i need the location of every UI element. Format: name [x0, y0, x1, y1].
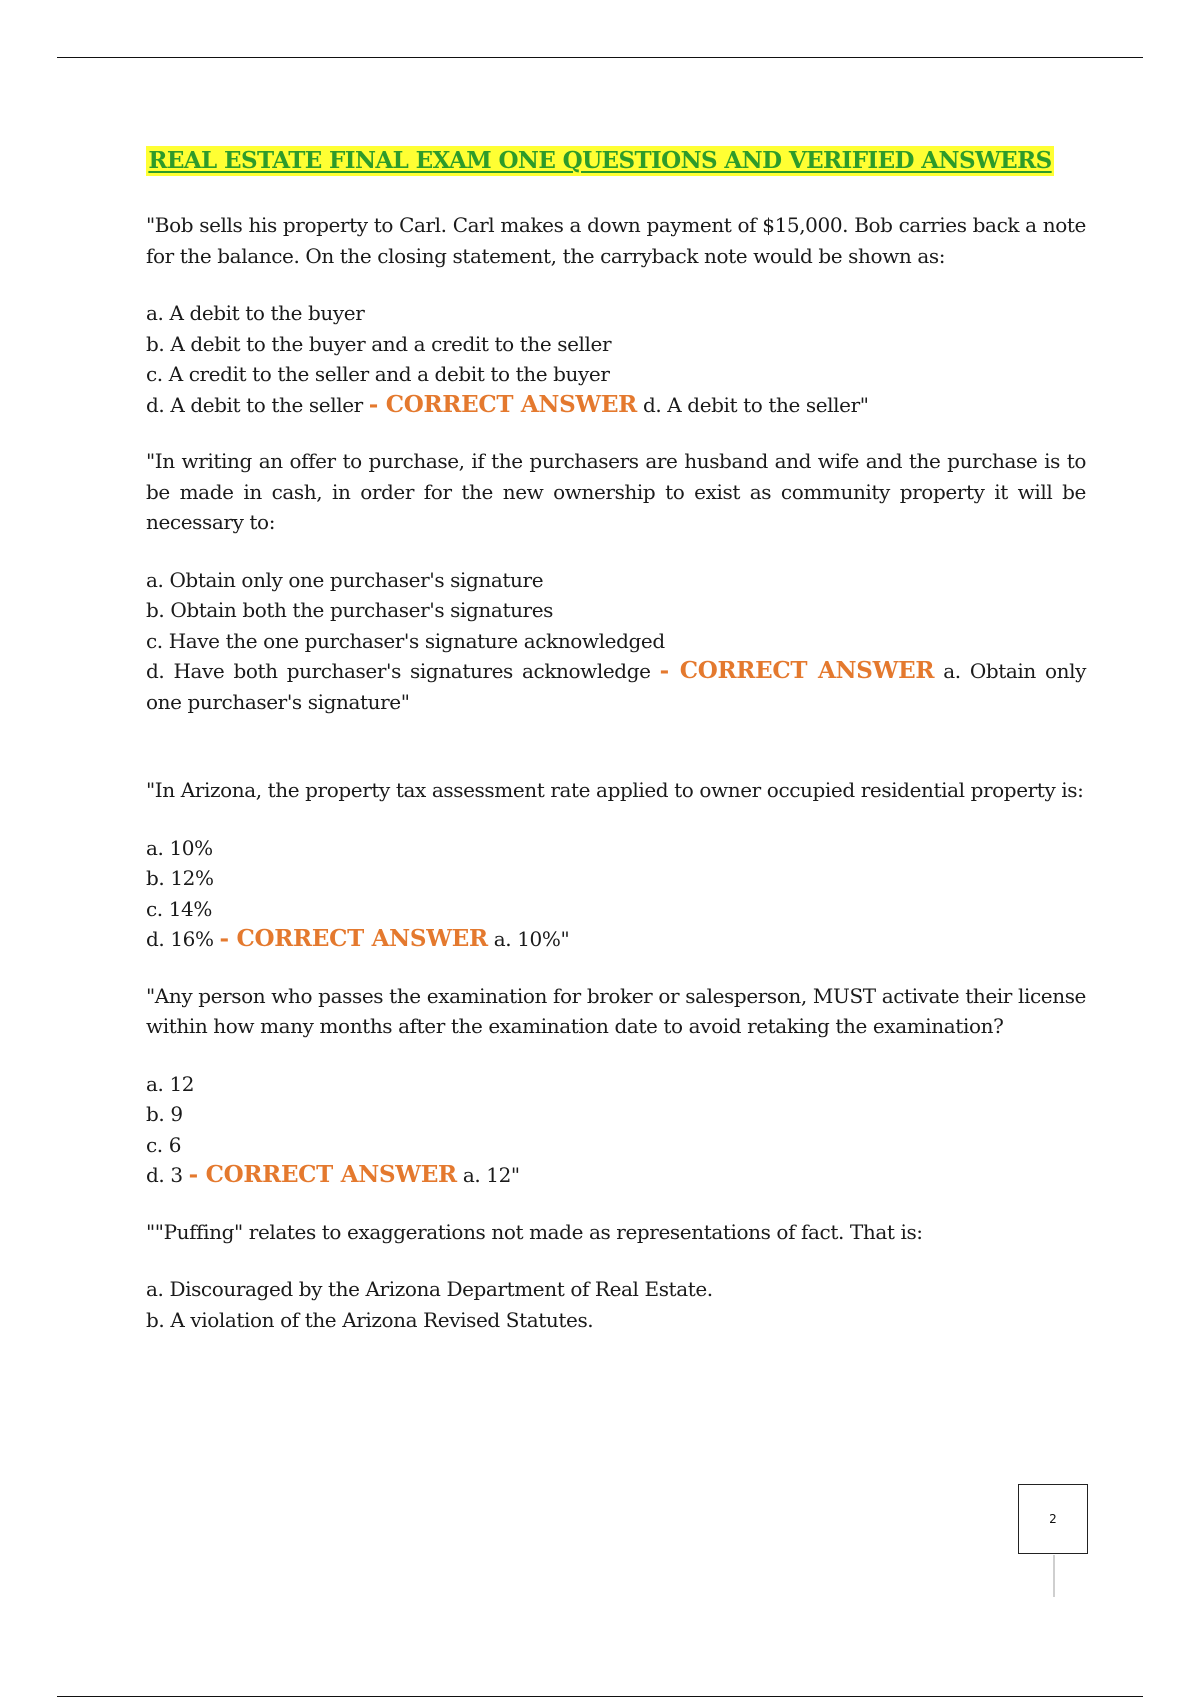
options-list	[146, 298, 1086, 420]
page-number-box	[1018, 1484, 1088, 1554]
question-text: ""Puffing" relates to exaggerations not made as representations of fact. That is:	[146, 1219, 923, 1244]
options-list	[146, 1069, 1086, 1191]
option-b: b. A violation of the Arizona Revised Statutes.	[146, 1307, 594, 1332]
options-list	[146, 565, 1086, 718]
correct-answer-label: - CORRECT ANSWER	[368, 390, 638, 418]
option-d: d. A debit to the seller	[146, 392, 363, 417]
option-d-with-answer	[146, 656, 1086, 717]
option-a: a. A debit to the buyer	[146, 301, 365, 325]
option-d-with-answer	[146, 1160, 1086, 1191]
question-block	[146, 981, 1086, 1191]
page-bottom-rule	[57, 1696, 1143, 1697]
answer-text: a. 12"	[462, 1163, 520, 1187]
option-a: a. 12	[146, 1071, 195, 1096]
option-d-with-answer	[146, 924, 1086, 955]
answer-text: d. A debit to the seller"	[642, 392, 869, 417]
correct-answer-label: - CORRECT ANSWER	[219, 925, 488, 952]
correct-answer-label: - CORRECT ANSWER	[188, 1161, 457, 1188]
question-text: "Bob sells his property to Carl. Carl makes a down payment of $15,000. Bob carries back a note for the balance. On the closing statement, the carryback note would be shown as:	[146, 213, 1086, 268]
question-block	[146, 1217, 1086, 1336]
option-c: c. A credit to the seller and a debit to the buyer	[146, 362, 610, 386]
option-b: b. 12%	[146, 866, 214, 890]
option-c: c. Have the one purchaser's signature acknowledged	[146, 628, 665, 653]
question-text: "In Arizona, the property tax assessment rate applied to owner occupied residential property is:	[146, 778, 1084, 802]
question-block	[146, 446, 1086, 717]
option-b: b. 9	[146, 1102, 183, 1126]
options-list	[146, 833, 1086, 955]
option-d: d. Have both purchaser's signatures acknowledge	[146, 659, 651, 683]
title-container	[0, 146, 1200, 176]
option-d: d. 16%	[146, 927, 214, 951]
question-block	[146, 210, 1086, 420]
option-c: c. 6	[146, 1132, 182, 1157]
questions-list	[146, 210, 1086, 1361]
answer-text: a. 10%"	[493, 927, 570, 951]
option-b: b. Obtain both the purchaser's signatures	[146, 598, 554, 622]
option-d-with-answer	[146, 390, 1086, 421]
option-c: c. 14%	[146, 896, 212, 921]
options-list	[146, 1274, 1086, 1335]
question-text: "Any person who passes the examination for broker or salesperson, MUST activate their license within how many months after the examination date to avoid retaking the examination?	[146, 983, 1086, 1038]
option-d: d. 3	[146, 1163, 183, 1187]
page-number: 2	[1049, 1512, 1057, 1526]
option-a: a. Obtain only one purchaser's signature	[146, 567, 544, 592]
option-a: a. 10%	[146, 835, 213, 860]
question-text: "In writing an offer to purchase, if the purchasers are husband and wife and the purchase is to be made in cash, in order for the new ownership to exist as community property it will be necessary to:	[146, 449, 1086, 534]
option-b: b. A debit to the buyer and a credit to the seller	[146, 331, 612, 356]
option-a: a. Discouraged by the Arizona Department of Real Estate.	[146, 1277, 713, 1301]
answer-text: a. Obtain only one purchaser's signature"	[146, 659, 1086, 714]
page-number-stem	[1053, 1555, 1055, 1597]
document-title: REAL ESTATE FINAL EXAM ONE QUESTIONS AND VERIFIED ANSWERS	[148, 147, 1052, 174]
page-top-rule	[57, 57, 1143, 58]
correct-answer-label: - CORRECT ANSWER	[659, 657, 935, 684]
question-block	[146, 775, 1086, 955]
